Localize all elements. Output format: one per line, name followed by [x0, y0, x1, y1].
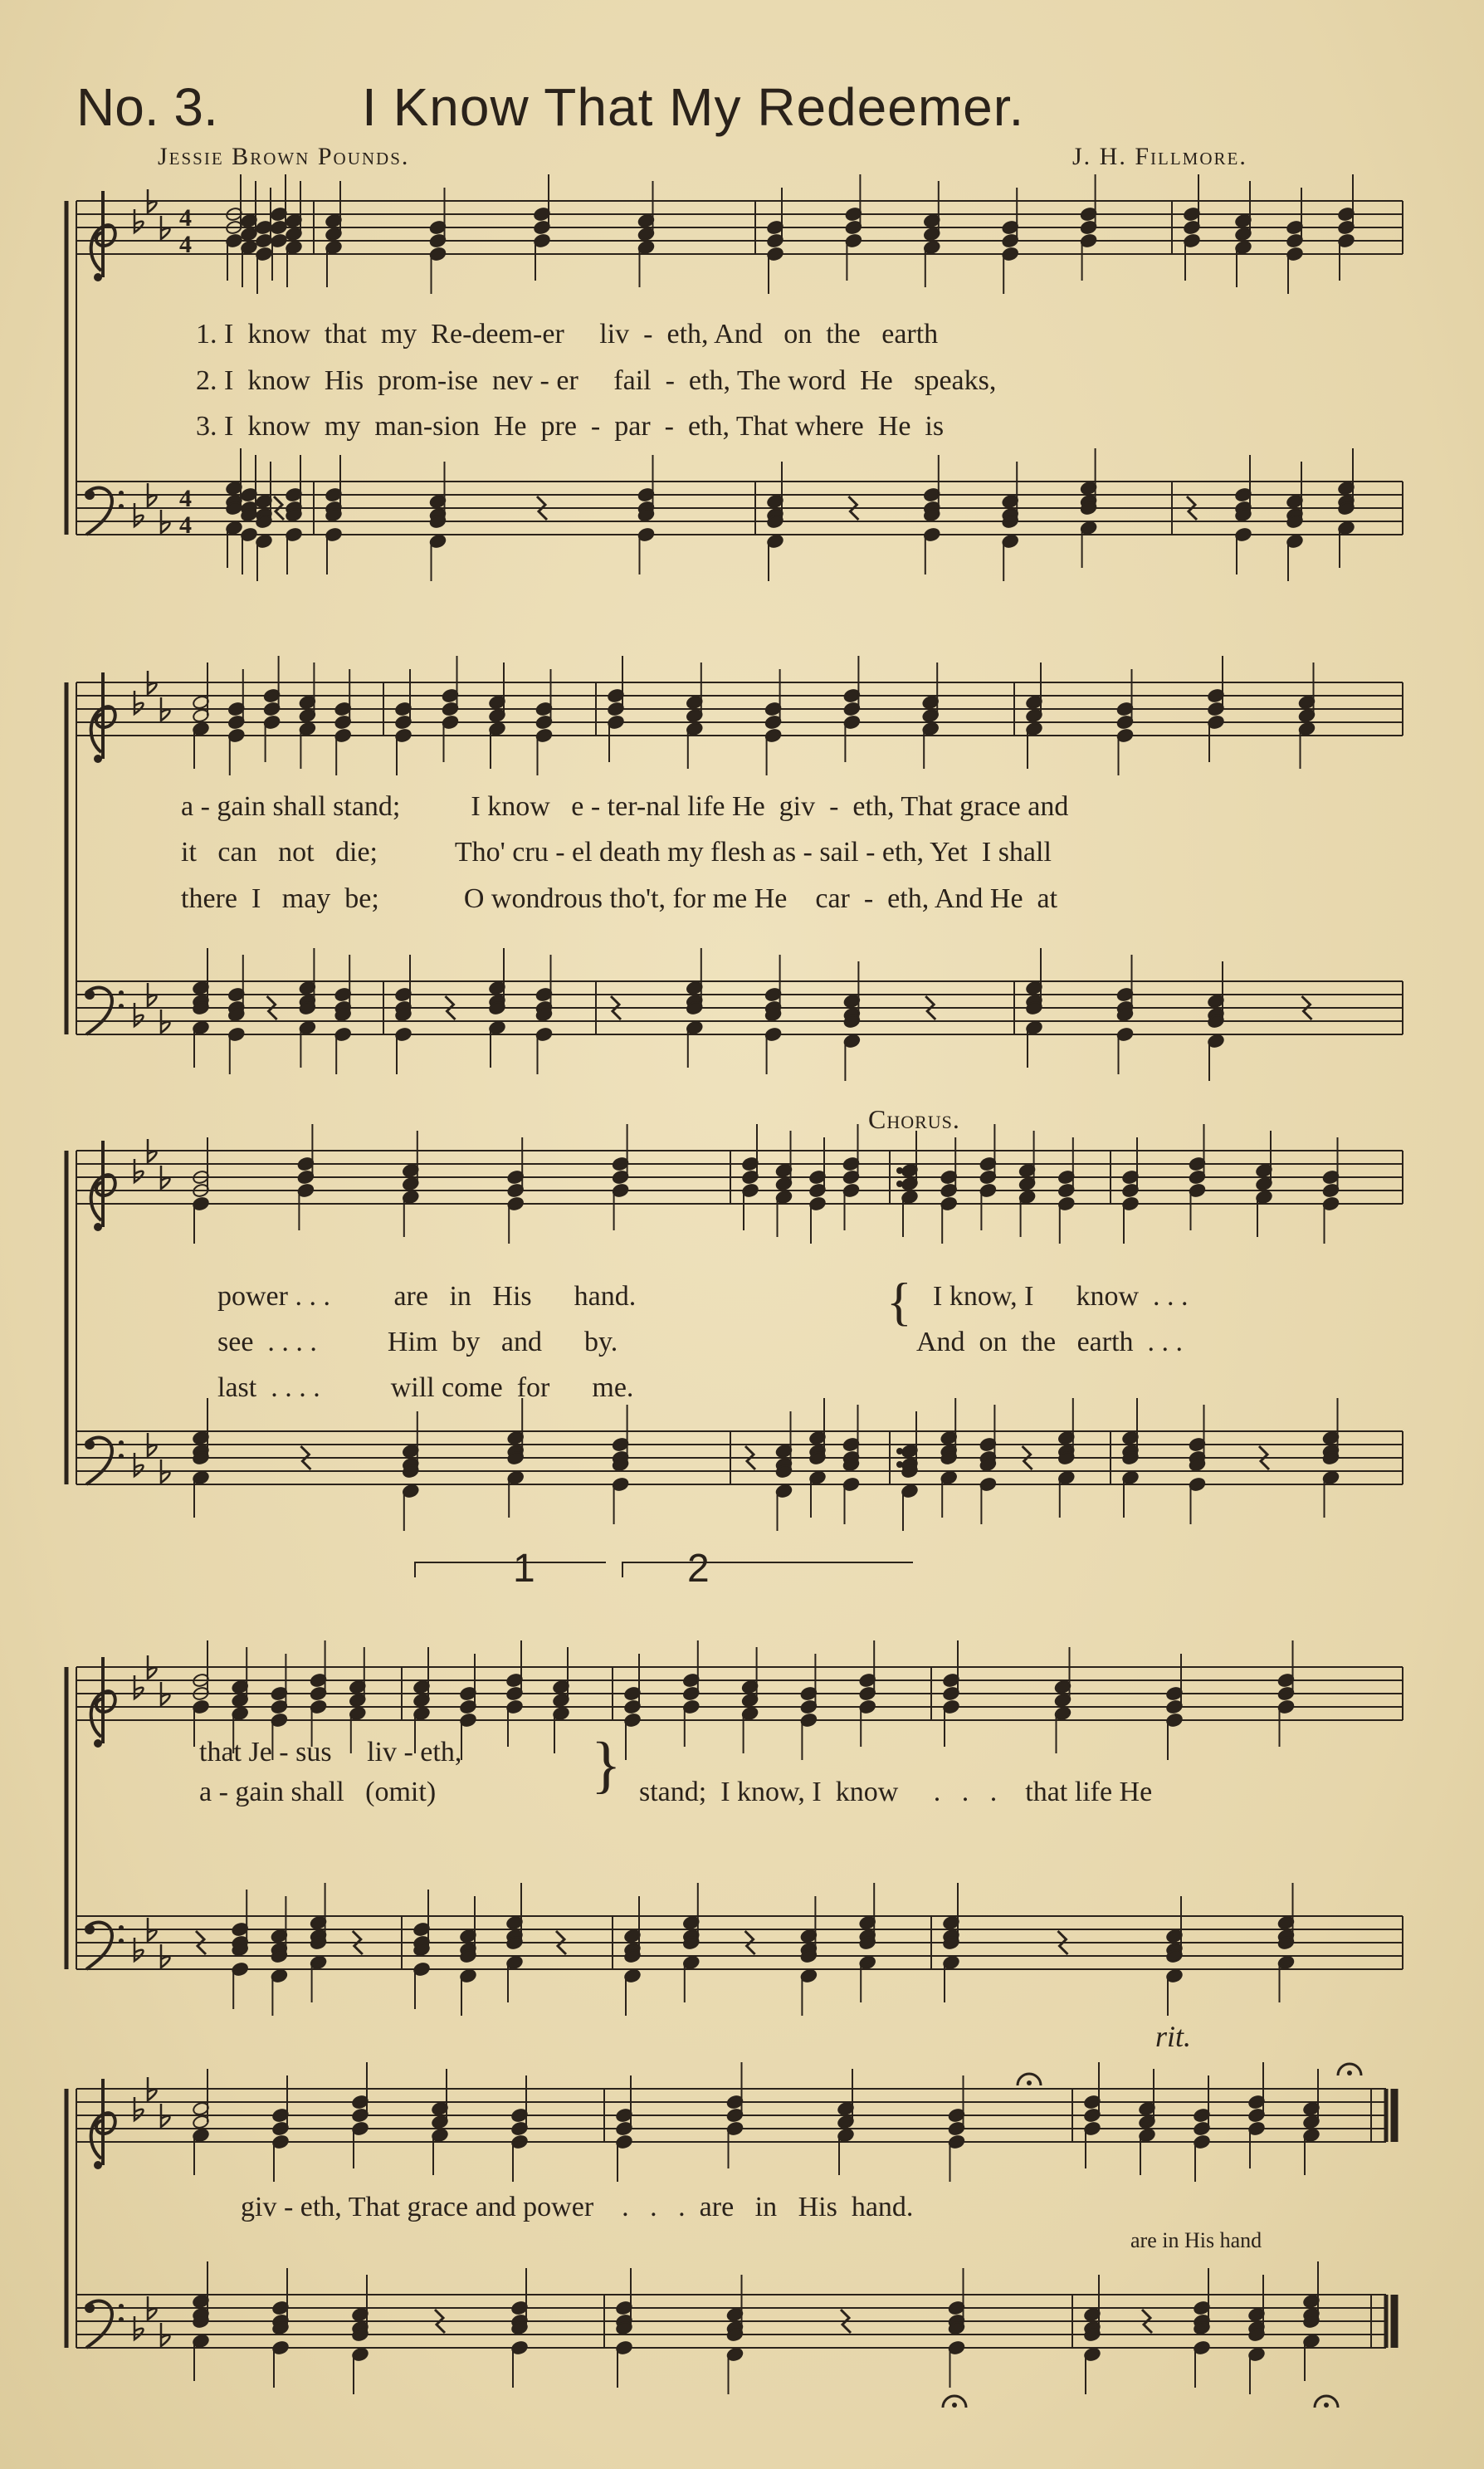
bass-clef-dot — [119, 2304, 124, 2309]
time-signature-bottom: 4 — [179, 231, 192, 258]
s3-chorus-1: I know, I know . . . — [933, 1281, 1189, 1312]
flat-sign — [134, 1159, 144, 1182]
treble-clef — [91, 191, 115, 277]
flat-sign — [134, 1938, 144, 1961]
time-signature-top: 4 — [179, 204, 192, 232]
composer-credit: J. H. Fillmore. — [1072, 143, 1247, 170]
s4-line-2: a - gain shall (omit) — [199, 1777, 437, 1807]
repeat-dot — [896, 1461, 903, 1468]
bass-clef-dot — [119, 1925, 124, 1930]
treble-clef — [91, 2079, 115, 2165]
s5-line-1: giv - eth, That grace and power . . . are in His hand. — [241, 2192, 914, 2222]
s1-verse-2: 2. I know His prom-ise nev - er fail - eth, The word He speaks, — [196, 365, 997, 396]
fermata-dot — [1324, 2403, 1329, 2408]
s3-verse-1: power . . . are in His hand. — [217, 1281, 637, 1312]
flat-sign — [134, 691, 144, 714]
s2-verse-1: a - gain shall stand; I know e - ter-nal life He giv - eth, That grace and — [181, 791, 1069, 822]
treble-clef — [91, 1657, 115, 1743]
bass-clef-dot — [119, 1440, 124, 1445]
ending-brace: } — [591, 1730, 622, 1800]
repeat-dot — [896, 1181, 903, 1187]
bass-clef-dot — [119, 1004, 124, 1009]
hymn-title: I Know That My Redeemer. — [362, 77, 1025, 137]
flat-sign — [134, 209, 144, 232]
bass-clef-dot — [119, 491, 124, 496]
time-signature-bottom: 4 — [179, 511, 192, 539]
chorus-label: Chorus. — [868, 1104, 960, 1134]
alto-cue-text: are in His hand — [1130, 2228, 1262, 2252]
hymn-number: No. 3. — [76, 77, 218, 137]
flat-sign — [134, 503, 144, 526]
bass-clef-dot — [119, 1454, 124, 1459]
treble-clef-tail — [94, 1739, 102, 1748]
treble-clef-tail — [94, 755, 102, 763]
s4-line-1: that Je - sus liv - eth, — [199, 1737, 462, 1767]
s3-verse-3: last . . . . will come for me. — [217, 1372, 634, 1403]
flat-sign — [134, 2097, 144, 2120]
s4-line-3: stand; I know, I know . . . that life He — [639, 1777, 1153, 1807]
fermata-dot — [1347, 2071, 1352, 2075]
s1-verse-3: 3. I know my man-sion He pre - par - eth, That where He is — [196, 411, 945, 442]
bass-clef-dot — [85, 1440, 95, 1450]
flat-sign — [134, 2316, 144, 2339]
bass-clef-dot — [85, 2303, 95, 2313]
treble-clef-tail — [94, 2161, 102, 2169]
ritardando-marking: rit. — [1155, 2020, 1192, 2053]
bass-clef-dot — [85, 490, 95, 500]
bass-clef-dot — [119, 990, 124, 995]
chorus-brace: { — [886, 1272, 912, 1331]
s1-verse-1: 1. I know that my Re-deem-er liv - eth, And on the earth — [196, 319, 939, 350]
repeat-dot — [896, 1448, 903, 1455]
bass-clef-dot — [119, 504, 124, 509]
treble-clef — [91, 672, 115, 759]
s3-verse-2: see . . . . Him by and by. — [217, 1327, 618, 1357]
treble-clef-tail — [94, 1223, 102, 1231]
second-ending-number: 2 — [687, 1547, 710, 1591]
second-ending-bracket — [622, 1562, 913, 1577]
fermata-dot — [952, 2403, 957, 2408]
bass-clef-dot — [85, 1924, 95, 1934]
lyricist-credit: Jessie Brown Pounds. — [158, 143, 410, 170]
s2-verse-2: it can not die; Tho' cru - el death my flesh as - sail - eth, Yet I shall — [181, 837, 1052, 868]
repeat-dot — [896, 1167, 903, 1174]
treble-clef-tail — [94, 273, 102, 281]
fermata-dot — [1027, 2080, 1032, 2085]
flat-sign — [134, 1453, 144, 1476]
first-ending-bracket — [415, 1562, 606, 1577]
flat-sign — [134, 1675, 144, 1699]
s2-verse-3: there I may be; O wondrous tho't, for me He car - eth, And He at — [181, 883, 1058, 914]
bass-clef-dot — [119, 1939, 124, 1943]
bass-clef-dot — [119, 2317, 124, 2322]
bass-clef-dot — [85, 990, 95, 1000]
time-signature-top: 4 — [179, 485, 192, 512]
flat-sign — [134, 1003, 144, 1026]
treble-clef — [91, 1141, 115, 1227]
first-ending-number: 1 — [513, 1547, 535, 1591]
s3-chorus-2: And on the earth . . . — [916, 1327, 1184, 1357]
